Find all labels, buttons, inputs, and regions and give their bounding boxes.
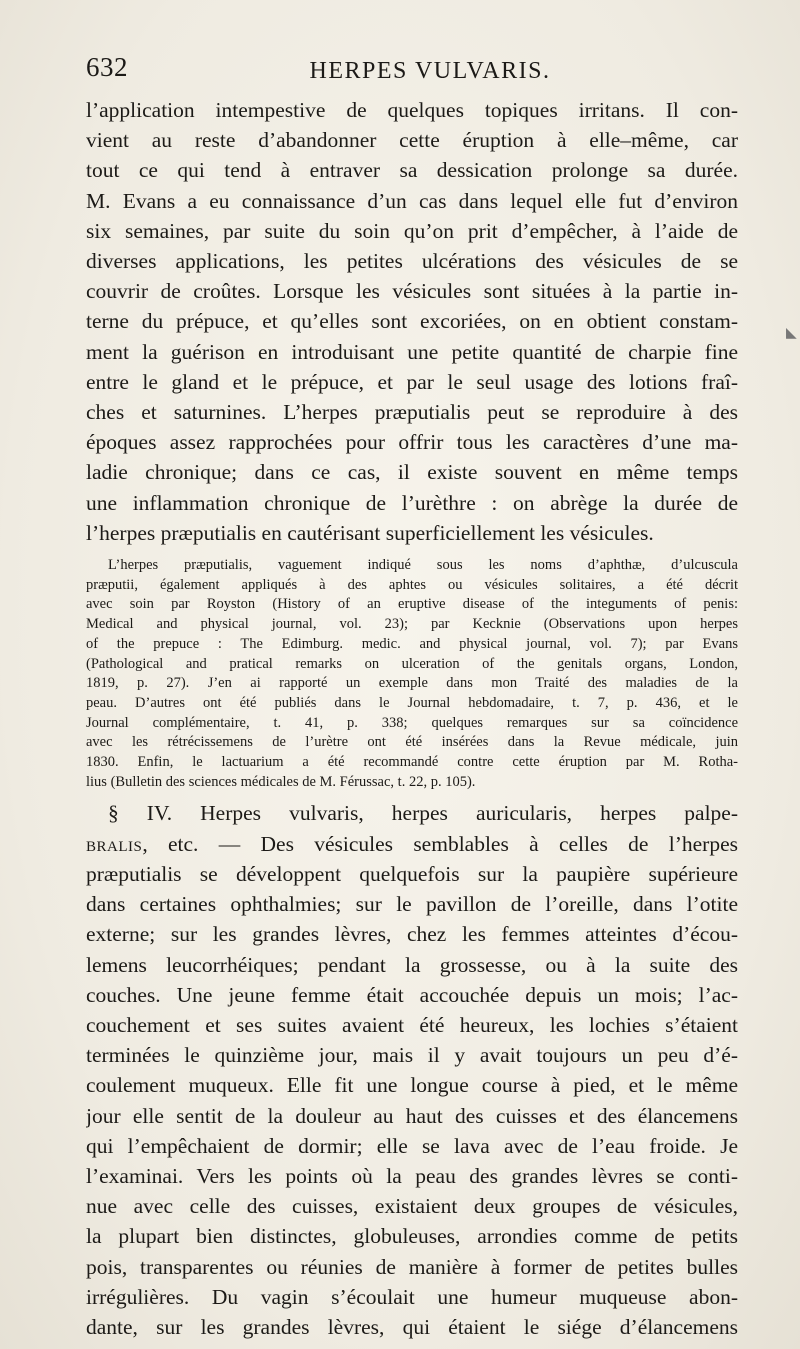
text-line: une inflammation chronique de l’urèthre : on abrège la durée de [86, 490, 738, 515]
text-line [86, 829, 738, 859]
text-line: couches. Une jeune femme était accouchée depuis un mois; l’ac- [86, 982, 738, 1007]
footnote-line: præputii, également appliqués à des aphtes ou vésicules solitaires, a été décrit [86, 576, 738, 593]
section-four [86, 798, 738, 1342]
text-line: dans certaines ophthalmies; sur le pavillon de l’oreille, dans l’otite [86, 892, 738, 917]
text-line: irrégulières. Du vagin s’écoulait une humeur muqueuse abon- [86, 1284, 738, 1309]
footnote-line: avec soin par Royston (History of an eruptive disease of the integuments of penis: [86, 596, 738, 613]
text-line: couvrir de croûtes. Lorsque les vésicules sont situées à la partie in- [86, 279, 738, 304]
page-body [86, 95, 738, 1342]
text-line-rest: , etc. — Des vésicules semblables à celles de l’herpes [142, 831, 738, 856]
footnote-line: Journal complémentaire, t. 41, p. 338; quelques remarques sur sa coïncidence [86, 714, 738, 731]
footnote-line: peau. D’autres ont été publiés dans le Journal hebdomadaire, t. 7, p. 436, et le [86, 694, 738, 711]
section-heading-continued: bralis [86, 831, 143, 856]
text-line: jour elle sentit de la douleur au haut des cuisses et des élancemens [86, 1103, 738, 1128]
footnote-line: (Pathological and pratical remarks on ulceration of the genitals organs, London, [86, 655, 738, 672]
text-line: coulement muqueux. Elle fit une longue course à pied, et le même [86, 1073, 738, 1098]
page-number: 632 [86, 52, 128, 82]
footnote-line: avec les rétrécissemens de l’urètre ont été insérées dans la Revue médicale, juin [86, 734, 738, 751]
footnote-line: lius (Bulletin des sciences médicales de M. Férussac, t. 22, p. 105). [86, 773, 476, 790]
text-line: nue avec celle des cuisses, existaient deux groupes de vésicules, [86, 1194, 738, 1219]
running-title: HERPES VULVARIS. [309, 58, 551, 84]
footnote-line: 1819, p. 27). J’en ai rapporté un exemple dans mon Traité des maladies de la [86, 675, 738, 692]
text-line: l’application intempestive de quelques topiques irritans. Il con- [86, 98, 738, 122]
footnote-block [86, 556, 738, 792]
footnote-line: 1830. Enfin, le lactuarium a été recommandé contre cette éruption par M. Rotha- [86, 754, 738, 771]
text-line: époques assez rapprochées pour offrir tous les caractères d’une ma- [86, 430, 738, 455]
text-line: la plupart bien distinctes, globuleuses, arrondies comme de petits [86, 1224, 738, 1249]
text-line: externe; sur les grandes lèvres, chez les femmes atteintes d’écou- [86, 922, 738, 947]
text-line: entre le gland et le prépuce, et par le seul usage des lotions fraî- [86, 369, 738, 394]
text-line: terne du prépuce, et qu’elles sont excoriées, on en obtient constam- [86, 309, 738, 334]
text-line: tout ce qui tend à entraver sa dessication prolonge sa durée. [86, 158, 738, 183]
text-line: vient au reste d’abandonner cette éruption à elle–même, car [86, 128, 738, 153]
text-line: diverses applications, les petites ulcérations des vésicules de se [86, 249, 738, 274]
footnote-line: Medical and physical journal, vol. 23); par Kecknie (Observations upon herpes [86, 616, 738, 633]
text-line: præputialis se développent quelquefois sur la paupière supérieure [86, 861, 738, 886]
text-line: dante, sur les grandes lèvres, qui étaient le siége d’élancemens [86, 1314, 738, 1339]
section-heading-text: § IV. Herpes vulvaris, herpes auricularis, herpes palpe- [108, 801, 738, 826]
text-line: l’examinai. Vers les points où la peau des grandes lèvres se conti- [86, 1163, 738, 1188]
text-line: qui l’empêchaient de dormir; elle se lava avec de l’eau froide. Je [86, 1133, 738, 1158]
text-line: ment la guérison en introduisant une petite quantité de charpie fine [86, 339, 738, 364]
paragraph-top [86, 95, 738, 548]
ink-mark: ◣ [786, 326, 797, 341]
text-line: couchement et ses suites avaient été heureux, les lochies s’étaient [86, 1012, 738, 1037]
text-line: ladie chronique; dans ce cas, il existe souvent en même temps [86, 460, 738, 485]
text-line: l’herpes præputialis en cautérisant superficiellement les vésicules. [86, 520, 654, 545]
text-line: ches et saturnines. L’herpes præputialis peut se reproduire à des [86, 400, 738, 425]
section-heading [86, 798, 738, 828]
text-line: lemens leucorrhéiques; pendant la grossesse, ou à la suite des [86, 952, 738, 977]
footnote-line: of the prepuce : The Edimburg. medic. and physical journal, vol. 7); par Evans [86, 635, 738, 652]
text-line: M. Evans a eu connaissance d’un cas dans lequel elle fut d’environ [86, 188, 738, 213]
text-line: six semaines, par suite du soin qu’on prit d’empêcher, à l’aide de [86, 218, 738, 243]
text-line: terminées le quinzième jour, mais il y avait toujours un peu d’é- [86, 1043, 738, 1068]
footnote-line: L’herpes præputialis, vaguement indiqué sous les noms d’aphthæ, d’ulcuscula [108, 557, 738, 574]
text-line: pois, transparentes ou réunies de manière à former de petites bulles [86, 1254, 738, 1279]
